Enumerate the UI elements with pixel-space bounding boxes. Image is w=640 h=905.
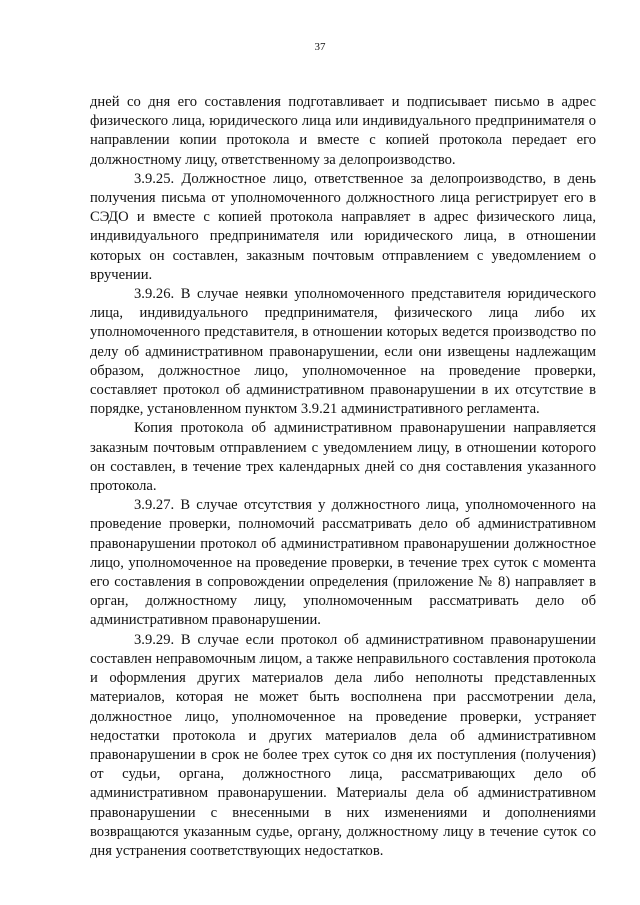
page-number: 37 [314,41,326,53]
paragraph-protocol-copy: Копия протокола об административном правонарушении направляется заказным почтовым отправлением с уведомлением лицу, в отношении которого он составлен, в течение трех календарных дней со дня составления указанного протокола. [90,420,596,495]
paragraph-3-9-26: 3.9.26. В случае неявки уполномоченного представителя юридического лица, индивидуального предпринимателя, физического лица либо их уполномоченного представителя, в отношении которых ведется производство по делу об административном правонарушении, если они извещены надлежащим образом, должностное лицо, уполномоченное на проведение проверки, составляет протокол об административном правонарушении в их отсутствие в порядке, установленном пунктом 3.9.21 административного регламента. [90,286,596,418]
paragraph-continuation: дней со дня его составления подготавливает и подписывает письмо в адрес физического лица, юридического лица или индивидуального предпринимателя о направлении копии протокола и вместе с копией протокола передает его должностному лицу, ответственному за делопроизводство. [90,94,596,168]
document-body [90,93,596,861]
paragraph-3-9-25: 3.9.25. Должностное лицо, ответственное за делопроизводство, в день получения письма от уполномоченного должностного лица регистрирует его в СЭДО и вместе с копией протокола направляет в адрес физического лица, индивидуального предпринимателя или юридического лица, в отношении которых он составлен, заказным почтовым отправлением с уведомлением о вручении. [90,170,596,283]
paragraph-3-9-27: 3.9.27. В случае отсутствия у должностного лица, уполномоченного на проведение проверки, полномочий рассматривать дело об административном правонарушении протокол об административном правонарушении должностное лицо, уполномоченное на проведение проверки, в течение трех суток с момента его составления в сопровождении определения (приложение № 8) направляет в орган, должностному лицу, уполномоченным рассматривать дело об административном правонарушении. [90,497,596,629]
paragraph-3-9-29: 3.9.29. В случае если протокол об административном правонарушении составлен неправомочным лицом, а также неправильного составления протокола и оформления других материалов дела либо неполноты представленных материалов, которая не может быть восполнена при рассмотрении дела, должностное лицо, уполномоченное на проведение проверки, устраняет недостатки протокола и других материалов дела об административном правонарушении в срок не более трех суток со дня их поступления (получения) от судьи, органа, должностного лица, рассматривающих дело об административном правонарушении. Материалы дела об административном правонарушении с внесенными в них изменениями и дополнениями возвращаются указанным судье, органу, должностному лицу в течение суток со дня устранения соответствующих недостатков. [90,631,596,859]
